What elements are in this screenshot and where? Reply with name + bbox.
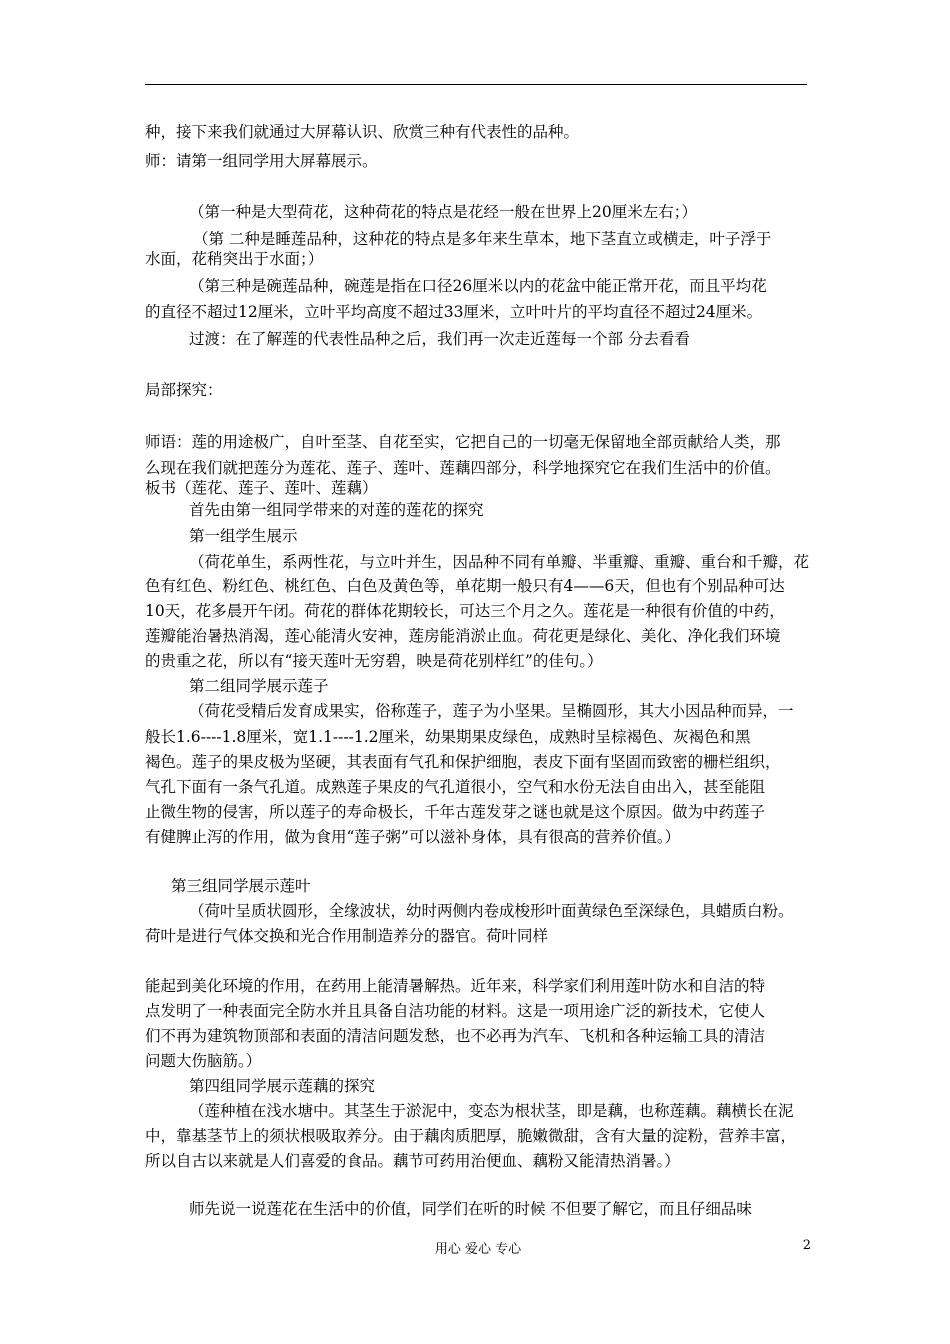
text-line: 过渡：在了解莲的代表性品种之后，我们再一次走近莲每一个部 分去看看 bbox=[189, 330, 690, 348]
text-line: 的直径不超过12厘米，立叶平均高度不超过33厘米，立叶叶片的平均直径不超过24厘米。 bbox=[145, 303, 763, 321]
text-line: （荷花受精后发育成果实，俗称莲子，莲子为小坚果。呈椭圆形，其大小因品种而异，一 bbox=[189, 702, 794, 720]
text-line: 第四组同学展示莲藕的探究 bbox=[189, 1077, 376, 1095]
text-line: （第三种是碗莲品种，碗莲是指在口径26厘米以内的花盆中能正常开花，而且平均花 bbox=[189, 277, 767, 295]
text-line: 水面，花稍突出于水面；） bbox=[145, 250, 324, 268]
text-line: 所以自古以来就是人们喜爱的食品。藕节可药用治便血、藕粉又能清热消暑。） bbox=[145, 1152, 680, 1170]
text-line: 师：请第一组同学用大屏幕展示。 bbox=[145, 152, 378, 170]
text-line: 板书（莲花、莲子、莲叶、莲藕） bbox=[145, 479, 378, 497]
text-line: 般长1.6----1.8厘米，宽1.1----1.2厘米，幼果期果皮绿色，成熟时呈棕褐色、灰褐色和黑 bbox=[145, 728, 751, 746]
text-line: 的贵重之花，所以有“接天莲叶无穷碧，映是荷花别样红”的佳句。） bbox=[145, 652, 603, 670]
text-line: 第一组学生展示 bbox=[189, 527, 298, 545]
page-number: 2 bbox=[802, 1238, 811, 1253]
text-line: 点发明了一种表面完全防水并且具备自洁功能的材料。这是一项用途广泛的新技术，它使人 bbox=[145, 1002, 766, 1020]
text-line: 褐色。莲子的果皮极为坚硬，其表面有气孔和保护细胞，表皮下面有坚固而致密的栅栏组织， bbox=[145, 753, 781, 771]
text-line: 气孔下面有一条气孔道。成熟莲子果皮的气孔道很小，空气和水份无法自由出入，甚至能阻 bbox=[145, 778, 766, 796]
text-line: （第 二种是睡莲品种，这种花的特点是多年来生草本，地下茎直立或横走，叶子浮于 bbox=[193, 230, 772, 248]
text-line: 师语：莲的用途极广，自叶至茎、自花至实，它把自己的一切毫无保留地全部贡献给人类，那 bbox=[145, 433, 781, 451]
text-line: （荷叶呈质状圆形，全缘波状，幼时两侧内卷成梭形叶面黄绿色至深绿色，具蜡质白粉。 bbox=[189, 902, 794, 920]
text-line: 止微生物的侵害，所以莲子的寿命极长，千年古莲发芽之谜也就是这个原因。做为中药莲子 bbox=[145, 803, 766, 821]
section-heading: 局部探究： bbox=[145, 381, 223, 399]
text-line: 10天，花多晨开午闭。荷花的群体花期较长，可达三个月之久。莲花是一种很有价值的中药， bbox=[145, 602, 785, 620]
text-line: 师先说一说莲花在生活中的价值，同学们在听的时候 不但要了解它，而且仔细品味 bbox=[189, 1200, 752, 1218]
text-line: 么现在我们就把莲分为莲花、莲子、莲叶、莲藕四部分，科学地探究它在我们生活中的价值。 bbox=[145, 459, 781, 477]
text-line: 能起到美化环境的作用，在药用上能清暑解热。近年来，科学家们利用莲叶防水和自洁的特 bbox=[145, 977, 766, 995]
text-line: 种，接下来我们就通过大屏幕认识、欣赏三种有代表性的品种。 bbox=[145, 123, 580, 141]
text-line: 莲瓣能治暑热消渴，莲心能清火安神，莲房能消淤止血。荷花更是绿化、美化、净化我们环境 bbox=[145, 627, 781, 645]
text-line: 们不再为建筑物顶部和表面的清洁问题发愁，也不必再为汽车、飞机和各种运输工具的清洁 bbox=[145, 1027, 766, 1045]
text-line: 首先由第一组同学带来的对莲的莲花的探究 bbox=[189, 501, 484, 519]
text-line: 问题大伤脑筋。） bbox=[145, 1052, 262, 1070]
text-line: 荷叶是进行气体交换和光合作用制造养分的器官。荷叶同样 bbox=[145, 927, 549, 945]
text-line: （第一种是大型荷花，这种荷花的特点是花经一般在世界上20厘米左右；） bbox=[189, 203, 697, 221]
text-line: 色有红色、粉红色、桃红色、白色及黄色等，单花期一般只有4——6天，但也有个别品种可达 bbox=[145, 577, 785, 595]
footer-slogan: 用心 爱心 专心 bbox=[434, 1242, 522, 1257]
text-line: 第三组同学展示莲叶 bbox=[171, 877, 311, 895]
text-line: （荷花单生，系两性花，与立叶并生，因品种不同有单瓣、半重瓣、重瓣、重台和千瓣，花 bbox=[189, 553, 810, 571]
header-rule bbox=[145, 84, 807, 85]
text-line: （莲种植在浅水塘中。其茎生于淤泥中，变态为根状茎，即是藕，也称莲藕。藕横长在泥 bbox=[189, 1102, 794, 1120]
text-line: 第二组同学展示莲子 bbox=[189, 677, 329, 695]
text-line: 有健脾止泻的作用，做为食用“莲子粥”可以滋补身体，具有很高的营养价值。） bbox=[145, 828, 681, 846]
text-line: 中，靠基茎节上的须状根吸取养分。由于藕肉质肥厚，脆嫩微甜，含有大量的淀粉，营养丰富， bbox=[145, 1127, 797, 1145]
